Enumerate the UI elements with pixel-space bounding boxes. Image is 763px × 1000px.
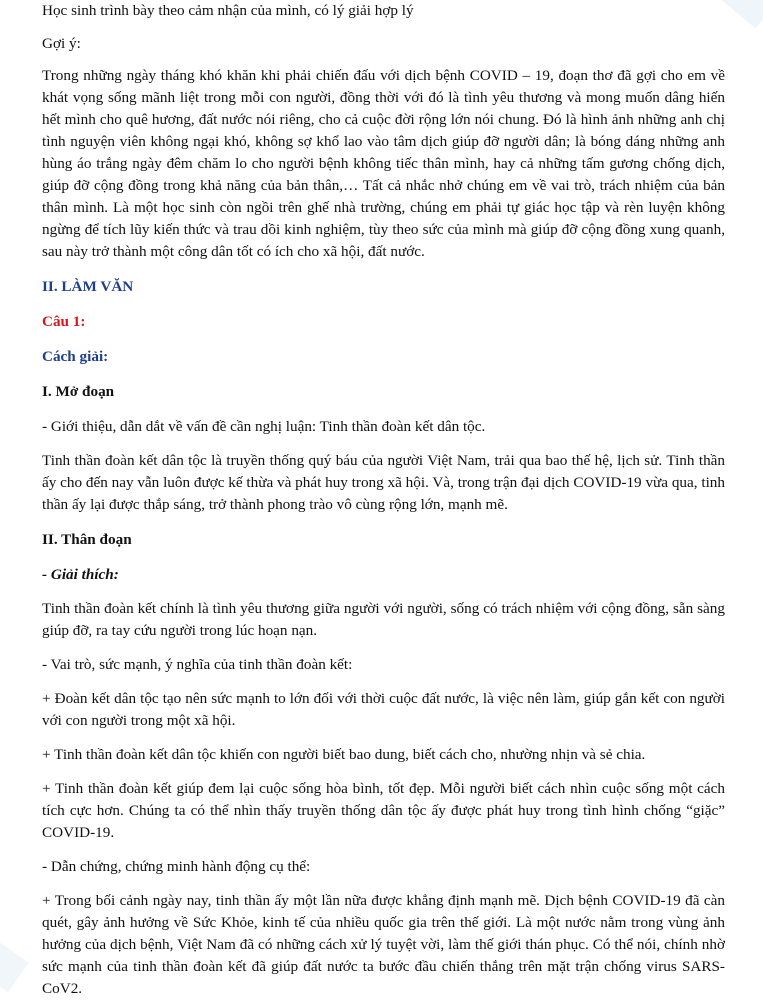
hint-paragraph: Trong những ngày tháng khó khăn khi phải chiến đấu với dịch bệnh COVID – 19, đoạn thơ đã gợi cho em về khát vọng sống mãnh liệt trong mỗi con người, đồng thời với đó là tình yêu thương và mong muốn dâng hiến hết mình cho quê hương, đất nước nói riêng, cho cả cuộc đời rộng lớn nói chung. Đó là hình ảnh những anh chị tình nguyện viên không ngại khó, không sợ khổ lao vào tâm dịch giúp đỡ người dân; là bóng dáng những anh hùng áo trắng ngày đêm chăm lo cho người bệnh không tiếc thân mình, hay cả những tấm gương chống dịch, giúp đỡ cộng đồng trong khả năng của bản thân,… Tất cả nhắc nhở chúng em về vai trò, trách nhiệm của bản thân mình. Là một học sinh còn ngồi trên ghế nhà trường, chúng em phải tự giác học tập và rèn luyện không ngừng để tích lũy kiến thức và trau dồi kinh nghiệm, tùy theo sức của mình mà giúp đỡ cộng đồng xung quanh, sau này trở thành một công dân tốt có ích cho xã hội, đất nước.	[42, 67, 725, 260]
body-title: II. Thân đoạn	[42, 531, 132, 548]
section-title: II. LÀM VĂN	[42, 278, 134, 295]
opening-title: I. Mở đoạn	[42, 383, 115, 400]
explain-paragraph: Tinh thần đoàn kết chính là tình yêu thương giữa người với người, sống có trách nhiệm với cộng đồng, sẵn sàng giúp đỡ, ra tay cứu người trong lúc hoạn nạn.	[42, 600, 725, 639]
evidence-intro: - Dẫn chứng, chứng minh hành động cụ thể:	[42, 858, 311, 875]
decorative-corner-top-right	[720, 0, 763, 28]
opening-paragraph: Tinh thần đoàn kết dân tộc là truyền thống quý báu của người Việt Nam, trải qua bao thế hệ, lịch sử. Tinh thần ấy cho đến nay vẫn luôn được kế thừa và phát huy trong xã hội. Và, trong trận đại dịch COVID-19 vừa qua, tinh thần ấy lại được thắp sáng, trở thành phong trào vô cùng rộng lớn, mạnh mẽ.	[42, 452, 725, 513]
explain-title: - Giải thích:	[42, 566, 119, 583]
role-intro: - Vai trò, sức mạnh, ý nghĩa của tinh thần đoàn kết:	[42, 656, 353, 673]
intro-note: Học sinh trình bày theo cảm nhận của mình, có lý giải hợp lý	[42, 2, 414, 19]
role-point-1: + Đoàn kết dân tộc tạo nên sức mạnh to lớn đối với thời cuộc đất nước, là việc nên làm, giúp gắn kết con người với con người trong một xã hội.	[42, 690, 725, 729]
hint-label: Gợi ý:	[42, 35, 81, 52]
evidence-point-1: + Trong bối cảnh ngày nay, tinh thần ấy một lần nữa được khẳng định mạnh mẽ. Dịch bệnh COVID-19 đã càn quét, gây ảnh hưởng về Sức Khỏe, kinh tế của nhiều quốc gia trên thế giới. Là một nước nằm trong vùng ảnh hưởng của dịch bệnh, Việt Nam đã có những cách xử lý tuyệt vời, làm thế giới thán phục. Có thể nói, chính nhờ sức mạnh của tinh thần đoàn kết đã giúp đất nước ta bước đầu chiến thắng trên mặt trận chống virus SARS-CoV2.	[42, 892, 725, 997]
question-title: Câu 1:	[42, 313, 86, 330]
role-point-3: + Tinh thần đoàn kết giúp đem lại cuộc sống hòa bình, tốt đẹp. Mỗi người biết cách nhìn cuộc sống một cách tích cực hơn. Chúng ta có thể nhìn thấy truyền thống dân tộc ấy được phát huy trong tình hình chống “giặc” COVID-19.	[42, 780, 725, 841]
role-point-2: + Tinh thần đoàn kết dân tộc khiến con người biết bao dung, biết cách cho, nhường nhịn và sẻ chia.	[42, 746, 646, 763]
opening-intro: - Giới thiệu, dẫn dắt về vấn đề cần nghị luận: Tinh thần đoàn kết dân tộc.	[42, 418, 486, 435]
method-title: Cách giải:	[42, 348, 109, 365]
document-page	[42, 0, 725, 1000]
decorative-corner-bottom-left	[0, 940, 29, 992]
